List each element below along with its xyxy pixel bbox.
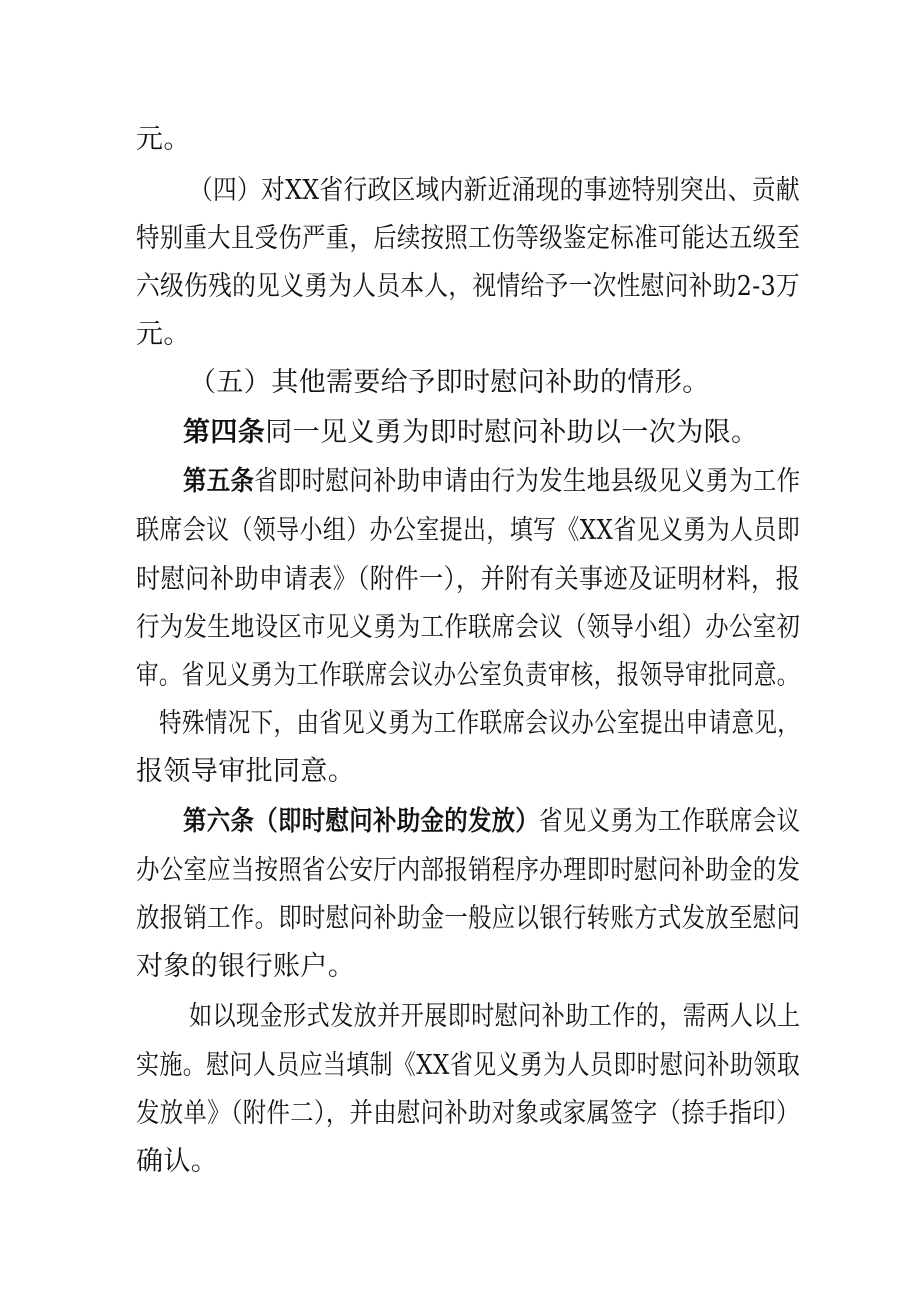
text-line: 元。 [136, 124, 191, 155]
text-line: 特别重大且受伤严重，后续按照工伤等级鉴定标准可能达五级至 [136, 223, 801, 254]
text-line: 报领导审批同意。 [136, 756, 356, 787]
text-line: 办公室应当按照省公安厅内部报销程序办理即时慰问补助金的发 [136, 855, 801, 886]
text-line: 六级伤残的见义勇为人员本人，视情给予一次性慰问补助2-3万 [136, 271, 801, 302]
text-line: （四）对XX省行政区域内新近涌现的事迹特别突出、贡献 [189, 175, 800, 206]
text-line: 如以现金形式发放并开展即时慰问补助工作的，需两人以上 [189, 1001, 801, 1032]
article-line: 第五条省即时慰问补助申请由行为发生地县级见义勇为工作 [183, 466, 801, 497]
text-line: 发放单》（附件二），并由慰问补助对象或家属签字（捺手指印） [136, 1098, 800, 1129]
text-line: 确认。 [136, 1146, 219, 1177]
article-line: 第六条（即时慰问补助金的发放）省见义勇为工作联席会议 [183, 806, 801, 837]
text-line: 时慰问补助申请表》（附件一），并附有关事迹及证明材料，报 [136, 564, 801, 595]
text-line: 审。省见义勇为工作联席会议办公室负责审核，报领导审批同意。 [136, 660, 800, 691]
text-line: 对象的银行账户。 [136, 951, 356, 982]
article-heading: 第六条（即时慰问补助金的发放） [183, 806, 540, 837]
text-line: 联席会议（领导小组）办公室提出，填写《XX省见义勇为人员即 [136, 515, 801, 546]
article-heading: 第四条 [183, 417, 266, 448]
text-line: 放报销工作。即时慰问补助金一般应以银行转账方式发放至慰问 [136, 903, 801, 934]
article-line: 第四条同一见义勇为即时慰问补助以一次为限。 [183, 417, 759, 448]
text-line: （五）其他需要给予即时慰问补助的情形。 [189, 367, 710, 398]
text-line: 特殊情况下，由省见义勇为工作联席会议办公室提出申请意见， [159, 708, 801, 739]
text-line: 元。 [136, 319, 191, 350]
text-line: 行为发生地设区市见义勇为工作联席会议（领导小组）办公室初 [136, 612, 801, 643]
text-line: 实施。慰问人员应当填制《XX省见义勇为人员即时慰问补助领取 [136, 1050, 801, 1081]
article-heading: 第五条 [183, 466, 255, 497]
